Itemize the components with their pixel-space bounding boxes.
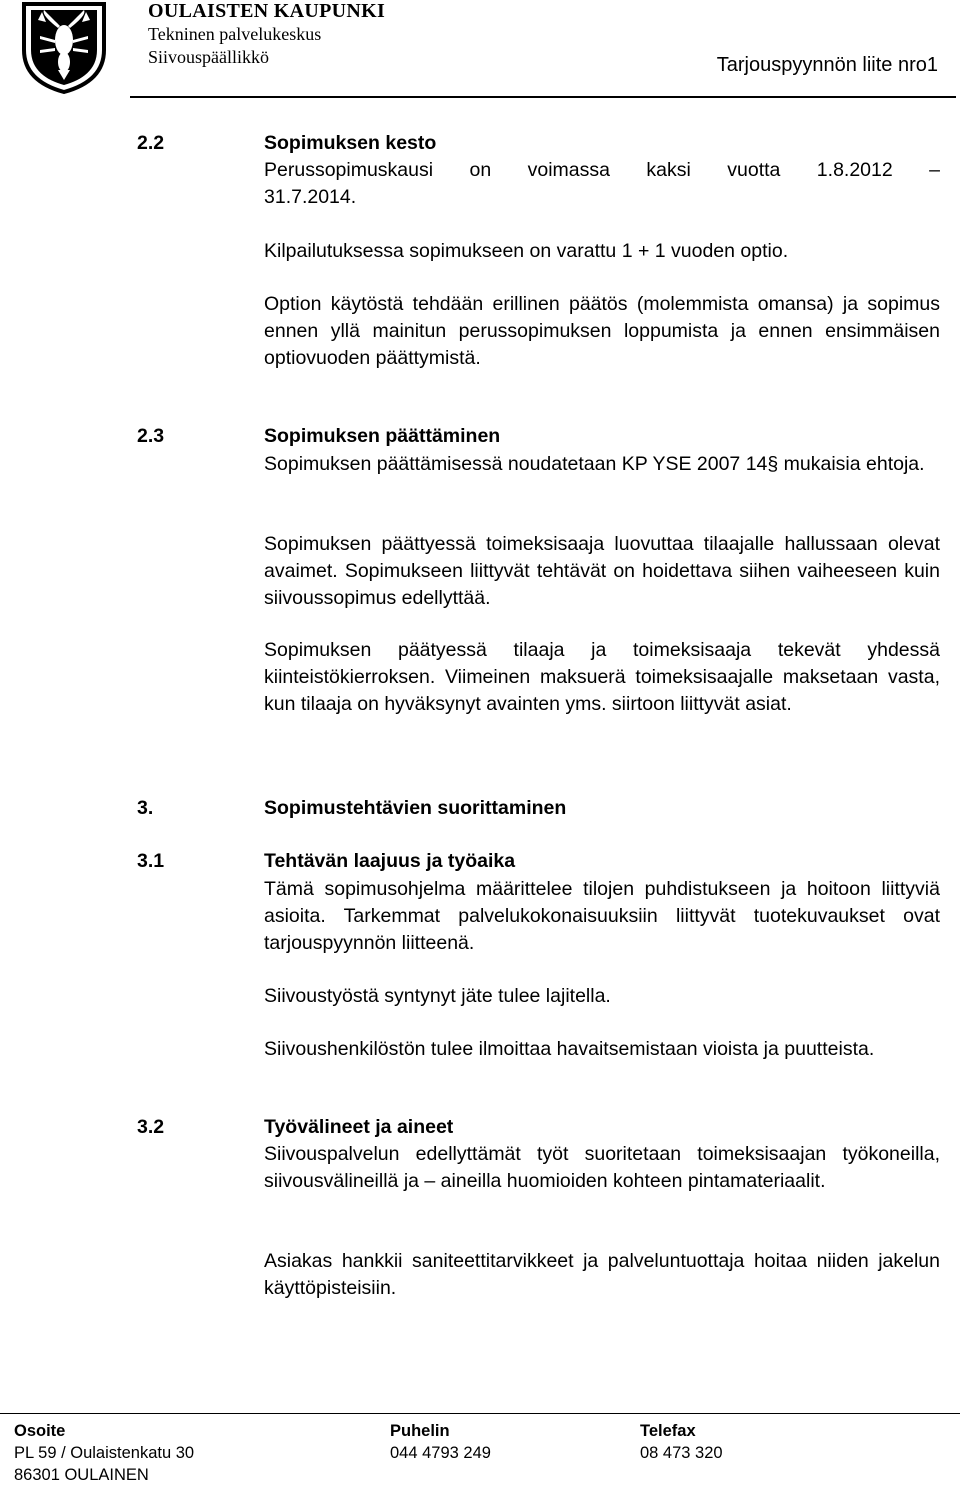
- section-title-3: Sopimustehtävien suorittaminen: [264, 797, 567, 819]
- section-2-3-paragraph-1: Sopimuksen päättämisessä noudatetaan KP YSE 2007 14§ mukaisia ehtoja.: [264, 453, 925, 475]
- document-reference: Tarjouspyynnön liite nro1: [716, 54, 938, 76]
- section-3-2-paragraph-1: Siivouspalvelun edellyttämät työt suoritetaan toimeksisaajan työkoneilla, siivousvälineillä ja – aineilla huomioiden kohteen pintamateriaalit.: [264, 1143, 940, 1192]
- section-2-2-paragraph-1b: 31.7.2014.: [264, 186, 357, 208]
- header-divider: [130, 96, 956, 98]
- footer-address: [14, 1420, 194, 1486]
- department-name: Tekninen palvelukeskus: [148, 24, 322, 44]
- footer-phone: [390, 1420, 491, 1464]
- section-number-2-2: 2.2: [137, 132, 165, 154]
- footer-fax-number: 08 473 320: [640, 1444, 723, 1462]
- section-number-3-1: 3.1: [137, 850, 165, 872]
- organization-header: [148, 0, 385, 69]
- footer-phone-number: 044 4793 249: [390, 1444, 491, 1462]
- section-2-2-paragraph-2: Kilpailutuksessa sopimukseen on varattu 1 + 1 vuoden optio.: [264, 240, 789, 262]
- footer-fax-label: Telefax: [640, 1422, 696, 1440]
- section-3-1-paragraph-2: Siivoustyöstä syntynyt jäte tulee lajitella.: [264, 985, 611, 1007]
- section-2-2-paragraph-1a: Perussopimuskausi on voimassa kaksi vuotta 1.8.2012 –: [264, 159, 940, 181]
- author-role: Siivouspäällikkö: [148, 47, 269, 67]
- footer-phone-label: Puhelin: [390, 1422, 450, 1440]
- section-number-2-3: 2.3: [137, 425, 165, 447]
- section-number-3-2: 3.2: [137, 1116, 165, 1138]
- section-title-2-3: Sopimuksen päättäminen: [264, 425, 501, 447]
- section-2-3-paragraph-3: Sopimuksen päätyessä tilaaja ja toimeksisaaja tekevät yhdessä kiinteistökierroksen. Viimeinen maksuerä toimeksisaajalle maksetaan vasta, kun tilaaja on hyväksynyt avainten yms. siirtoon liittyvät asiat.: [264, 639, 940, 715]
- section-title-3-1: Tehtävän laajuus ja työaika: [264, 850, 516, 872]
- section-3-2-paragraph-2: Asiakas hankkii saniteettitarvikkeet ja palveluntuottaja hoitaa niiden jakelun käyttöpisteisiin.: [264, 1250, 940, 1299]
- section-title-2-2: Sopimuksen kesto: [264, 132, 437, 154]
- section-3-1-paragraph-3: Siivoushenkilöstön tulee ilmoittaa havaitsemistaan vioista ja puutteista.: [264, 1038, 875, 1060]
- footer-address-label: Osoite: [14, 1422, 66, 1440]
- section-title-3-2: Työvälineet ja aineet: [264, 1116, 454, 1138]
- section-3-1-paragraph-1: Tämä sopimusohjelma määrittelee tilojen puhdistukseen ja hoitoon liittyviä asioita. Tarkemmat palvelukokonaisuuksiin liittyvät tuotekuvaukset ovat tarjouspyynnön liitteenä.: [264, 878, 940, 954]
- footer-divider: [0, 1413, 960, 1414]
- org-name: OULAISTEN KAUPUNKI: [148, 0, 386, 22]
- city-crest-logo: [18, 0, 110, 94]
- section-number-3: 3.: [137, 797, 154, 819]
- footer-fax: [640, 1420, 723, 1464]
- footer-address-line-2: 86301 OULAINEN: [14, 1466, 149, 1484]
- footer-address-line-1: PL 59 / Oulaistenkatu 30: [14, 1444, 195, 1462]
- section-2-2-paragraph-3: Option käytöstä tehdään erillinen päätös (molemmista omansa) ja sopimus ennen yllä mainitun perussopimuksen loppumista ja ennen ensimmäisen optiovuoden päättymistä.: [264, 293, 940, 369]
- section-2-3-paragraph-2: Sopimuksen päättyessä toimeksisaaja luovuttaa tilaajalle hallussaan olevat avaimet. Sopimukseen liittyvät tehtävät on hoidettava siihen vaiheeseen kuin siivoussopimus edellyttää.: [264, 533, 940, 609]
